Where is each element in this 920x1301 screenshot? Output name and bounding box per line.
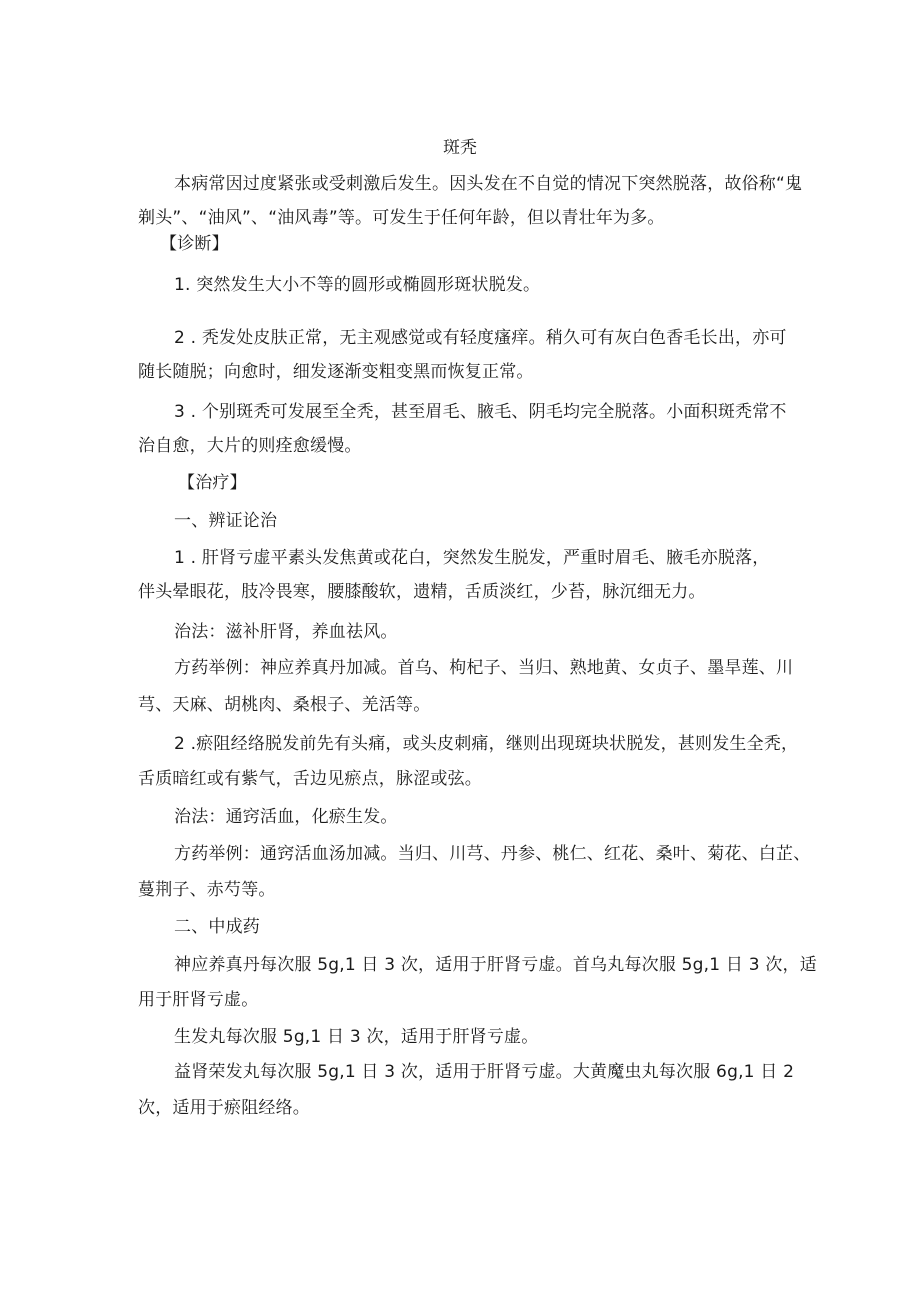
patent-medicine-item: 益肾荣发丸每次服 5g,1 日 3 次，适用于肝肾亏虚。大黄魔虫丸每次服 6g,1 日 2 [174,1062,795,1082]
treatment-method-2: 治法：通窍活血，化瘀生发。 [174,807,398,827]
diagnosis-item-1: 1. 突然发生大小不等的圆形或椭圆形斑状脱发。 [174,275,541,295]
patent-medicine-item-cont: 用于肝肾亏虚。 [138,990,259,1010]
diagnosis-heading: 【诊断】 [160,234,229,254]
syndrome-item-2-cont: 舌质暗红或有紫气，舌边见瘀点，脉涩或弦。 [138,769,482,789]
diagnosis-item-2-cont: 随长随脱；向愈时，细发逐渐变粗变黑而恢复正常。 [138,362,534,382]
diagnosis-item-3: 3 . 个别斑秃可发展至全秃，甚至眉毛、腋毛、阴毛均完全脱落。小面积斑秃常不 [174,402,787,422]
treatment-heading: 【治疗】 [178,473,247,493]
page-title: 斑秃 [443,138,477,158]
formula-2-cont: 蔓荆子、赤芍等。 [138,880,276,900]
treatment-method-1: 治法：滋补肝肾，养血祛风。 [174,622,398,642]
patent-medicine-item: 生发丸每次服 5g,1 日 3 次，适用于肝肾亏虚。 [174,1027,539,1047]
intro-line: 本病常因过度紧张或受刺激后发生。因头发在不自觉的情况下突然脱落，故俗称“鬼 [174,174,803,194]
formula-1-cont: 芎、天麻、胡桃肉、桑根子、羌活等。 [138,695,431,715]
diagnosis-item-2: 2 . 秃发处皮肤正常，无主观感觉或有轻度瘙痒。稍久可有灰白色香毛长出，亦可 [174,328,787,348]
patent-medicine-item-cont: 次，适用于瘀阻经络。 [138,1098,310,1118]
formula-2: 方药举例：通窍活血汤加减。当归、川芎、丹参、桃仁、红花、桑叶、菊花、白芷、 [174,844,811,864]
diagnosis-item-3-cont: 治自愈，大片的则痊愈缓慢。 [138,436,362,456]
intro-line: 剃头”、“油风”、“油风毒”等。可发生于任何年龄，但以青壮年为多。 [138,208,665,228]
formula-1: 方药举例：神应养真丹加减。首乌、枸杞子、当归、熟地黄、女贞子、墨旱莲、川 [174,658,794,678]
syndrome-item-1-cont: 伴头晕眼花，肢冷畏寒，腰膝酸软，遗精，舌质淡红，少苔，脉沉细无力。 [138,582,706,602]
syndrome-item-1: 1 . 肝肾亏虚平素头发焦黄或花白，突然发生脱发，严重时眉毛、腋毛亦脱落， [174,548,770,568]
syndrome-item-2: 2 .瘀阻经络脱发前先有头痛，或头皮刺痛，继则出现斑块状脱发，甚则发生全秃， [174,734,799,754]
section2-heading: 二、中成药 [174,917,260,937]
section1-heading: 一、辨证论治 [174,511,278,531]
patent-medicine-item: 神应养真丹每次服 5g,1 日 3 次，适用于肝肾亏虚。首乌丸每次服 5g,1 日 3 次，适 [174,955,817,975]
